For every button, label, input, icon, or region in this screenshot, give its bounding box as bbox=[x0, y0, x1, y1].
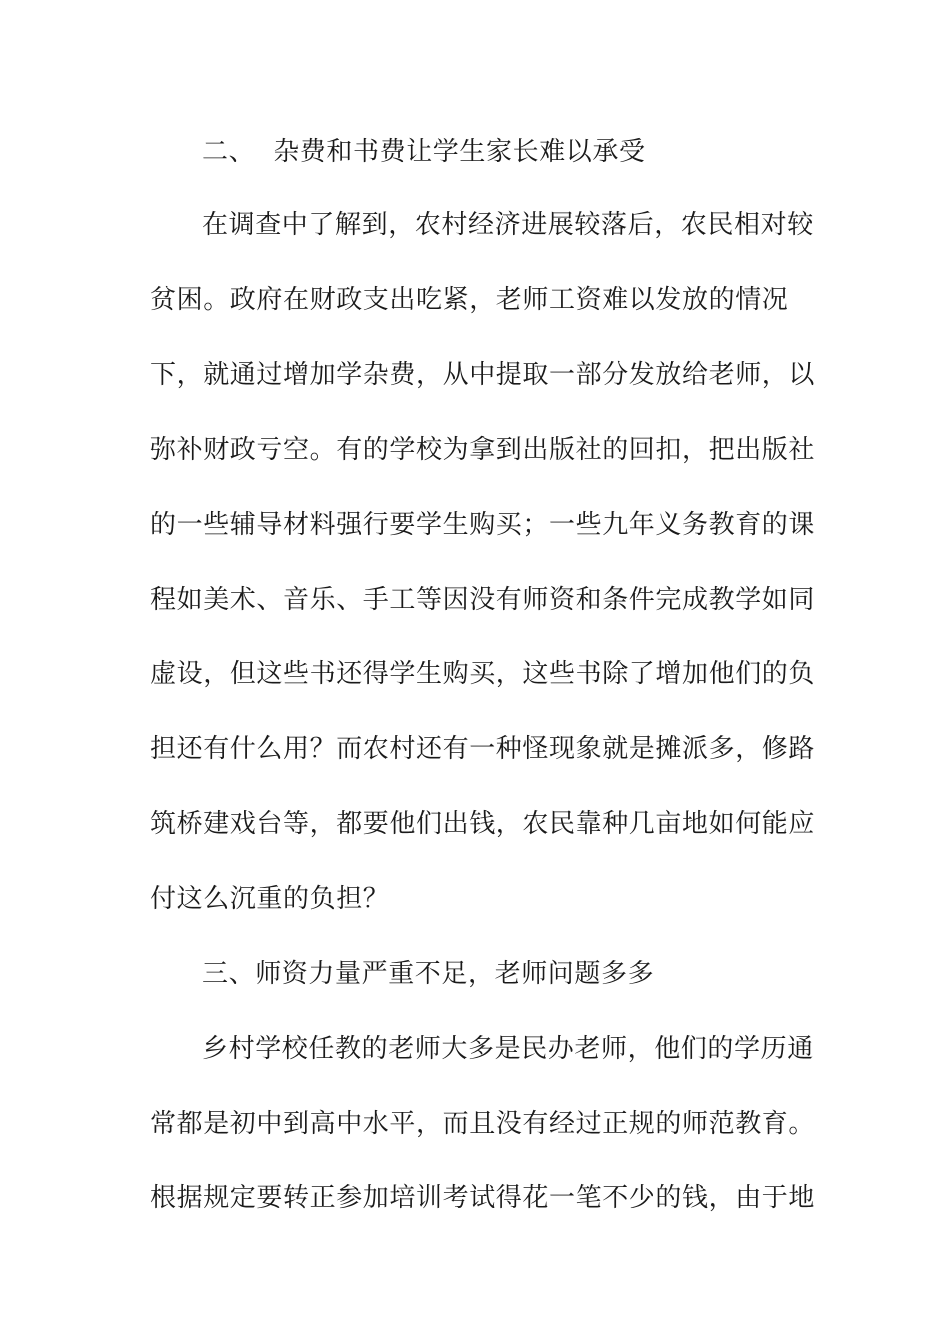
paragraph-1-line-2: 贫困。政府在财政支出吃紧，老师工资难以发放的情况 bbox=[150, 285, 789, 315]
section-heading-2-title: 杂费和书费让学生家长难以承受 bbox=[273, 137, 646, 167]
paragraph-1-line-10: 付这么沉重的负担？ bbox=[150, 884, 390, 914]
paragraph-1-line-5: 的一些辅导材料强行要学生购买；一些九年义务教育的课 bbox=[150, 510, 816, 540]
paragraph-1-line-8: 担还有什么用？而农村还有一种怪现象就是摊派多，修路 bbox=[150, 734, 816, 764]
paragraph-2-line-3: 根据规定要转正参加培训考试得花一笔不少的钱，由于地 bbox=[150, 1183, 816, 1213]
paragraph-1-line-6: 程如美术、音乐、手工等因没有师资和条件完成教学如同 bbox=[150, 585, 816, 615]
paragraph-1-line-7: 虚设，但这些书还得学生购买，这些书除了增加他们的负 bbox=[150, 659, 816, 689]
paragraph-1-line-1: 在调查中了解到，农村经济进展较落后，农民相对较 bbox=[202, 210, 814, 240]
paragraph-2-line-1: 乡村学校任教的老师大多是民办老师，他们的学历通 bbox=[202, 1034, 814, 1064]
section-heading-2 bbox=[202, 134, 842, 170]
paragraph-1-line-3: 下，就通过增加学杂费，从中提取一部分发放给老师，以 bbox=[150, 360, 816, 390]
section-heading-3: 三、师资力量严重不足，老师问题多多 bbox=[202, 959, 655, 989]
paragraph-1-line-9: 筑桥建戏台等，都要他们出钱，农民靠种几亩地如何能应 bbox=[150, 809, 816, 839]
section-heading-2-number: 二、 bbox=[202, 137, 256, 167]
paragraph-2-line-2: 常都是初中到高中水平，而且没有经过正规的师范教育。 bbox=[150, 1109, 816, 1139]
paragraph-1-line-4: 弥补财政亏空。有的学校为拿到出版社的回扣，把出版社 bbox=[150, 435, 816, 465]
